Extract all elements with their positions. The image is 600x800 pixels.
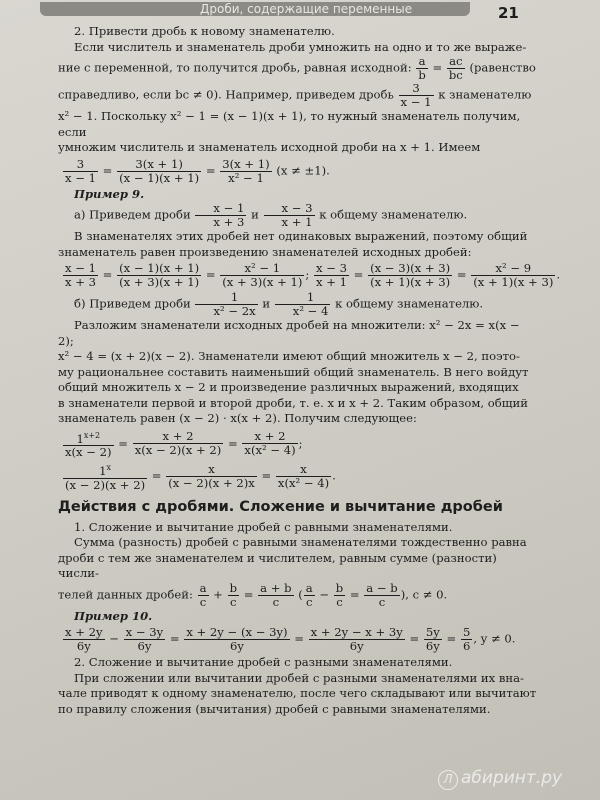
text-line: В знаменателях этих дробей нет одинаковых выражений, поэтому общий [74, 229, 528, 243]
fraction: $\frac{3}{x - 1}$ [400, 81, 432, 109]
example-label: Пример 10. [74, 608, 153, 623]
equation: $\frac{1^x}{(x - 2)(x + 2)}$ = $\frac{x}{(x - 2)(x + 2)x}$ = $\frac{x}{\text{x(x² − 4)}}$ . [65, 462, 336, 493]
text-line: в знаменатели первой и второй дроби, т. е. x и x + 2. Таким образом, общий [58, 395, 528, 410]
fraction: $\frac{ac}{bc}$ [448, 54, 463, 82]
text-line: телей данных дробей: $\frac{a}{c}$ + $\frac{b}{c}$ = $\frac{a + b}{c}$ ( $\frac{a}{c}$ − $\frac{b}{c}$ = $\frac{a - b}{c}$ ), c ≠ 0. [58, 580, 448, 609]
text-line: справедливо, если bc ≠ 0). Например, приведем дробь $\frac{3}{x - 1}$ к знаменателю [58, 81, 532, 109]
labirint-logo-icon: Л [438, 770, 458, 790]
text-line: а) Приведем дроби $\frac{x - 1}{x + 3}$ и $\frac{x - 3}{x + 1}$ к общему знаменателю. [74, 201, 468, 229]
fraction: $\frac{a}{b}$ [418, 54, 426, 82]
equation: $\frac{3}{x - 1}$ = $\frac{3(x + 1)}{(x - 1)(x + 1)}$ = $\frac{3(x + 1)}{\text{x² − 1}}$ (x ≠ ±1). [65, 156, 330, 185]
page-header [0, 0, 600, 22]
text-line: б) Приведем дроби $\frac{1}{\text{x² − 2x}}$ и $\frac{1}{\text{x² − 4}}$ к общему знаменателю. [74, 290, 484, 318]
equation: $\frac{x + 2y}{6y}$ − $\frac{x - 3y}{6y}$ = $\frac{x + 2y - (x - 3y)}{6y}$ = $\frac{x + 2y - x + 3y}{6y}$ = $\frac{5y}{6y}$ = $\frac{5}{6}$ , y ≠ 0. [65, 625, 516, 654]
text-line: знаменатель равен произведению знаменателей исходных дробей: [58, 244, 472, 259]
page-content [58, 24, 561, 717]
page-number: 21 [498, 4, 519, 22]
text-line: Сумма (разность) дробей с равными знаменателями тождественно равна [74, 535, 527, 550]
subsection-title: 2. Привести дробь к новому знаменателю. [74, 24, 335, 38]
text-line: знаменатель равен (x − 2) · x(x + 2). Получим следующее: [58, 411, 417, 425]
equation: $\frac{1^{x+2}}{x(x - 2)}$ = $\frac{x + 2}{x(x - 2)(x + 2)}$ = $\frac{x + 2}{\text{x(x² − 4)}}$ ; [65, 429, 303, 460]
text-line: ние с переменной, то получится дробь, равная исходной: $\frac{a}{b}$ = $\frac{ac}{bc}$ (равенство [58, 54, 536, 82]
text-line: Если числитель и знаменатель дроби умножить на одно и то же выраже- [74, 39, 527, 54]
text-line: x² − 4 = (x + 2)(x − 2). Знаменатели имеют общий множитель x − 2, поэто- [58, 349, 520, 363]
example-label: Пример 9. [74, 186, 145, 201]
watermark [438, 768, 562, 790]
subsection-title: 2. Сложение и вычитание дробей с разными знаменателями. [74, 655, 453, 670]
text-line: умножим числитель и знаменатель исходной дроби на x + 1. Имеем [58, 140, 481, 154]
text-line: Разложим знаменатели исходных дробей на множители: x² − 2x = x(x − 2); [58, 318, 520, 348]
text-line: чале приводят к одному знаменателю, после чего складывают или вычитают [58, 686, 537, 701]
equation: $\frac{x - 1}{x + 3}$ = $\frac{(x - 1)(x + 1)}{(x + 3)(x + 1)}$ = $\frac{\text{x² − 1}}{(x + 3)(x + 1)}$ ; $\frac{x - 3}{x + 1}$ = $\frac{(x - 3)(x + 3)}{(x + 1)(x + 3)}$ = $\frac{\text{x² − 9}}{(x + 1)(x + 3)}$ . [65, 261, 561, 289]
text-line: му рациональнее составить наименьший общий знаменатель. В него войдут [58, 364, 529, 379]
running-title: Дроби, содержащие переменные [200, 2, 413, 16]
text-line: x² − 1. Поскольку x² − 1 = (x − 1)(x + 1), то нужный знаменатель получим, если [58, 109, 521, 139]
text-line: общий множитель x − 2 и произведение различных выражений, входящих [58, 380, 519, 394]
section-heading: Действия с дробями. Сложение и вычитание дробей [58, 499, 503, 516]
text-line: дроби с тем же знаменателем и числителем, равным сумме (разности) числи- [58, 550, 497, 581]
text-line: по правилу сложения (вычитания) дробей с равными знаменателями. [58, 701, 491, 716]
watermark-text: абиринт.ру [461, 768, 563, 788]
subsection-title: 1. Сложение и вычитание дробей с равными знаменателями. [74, 519, 453, 534]
text-line: При сложении или вычитании дробей с разными знаменателями их вна- [74, 670, 524, 685]
